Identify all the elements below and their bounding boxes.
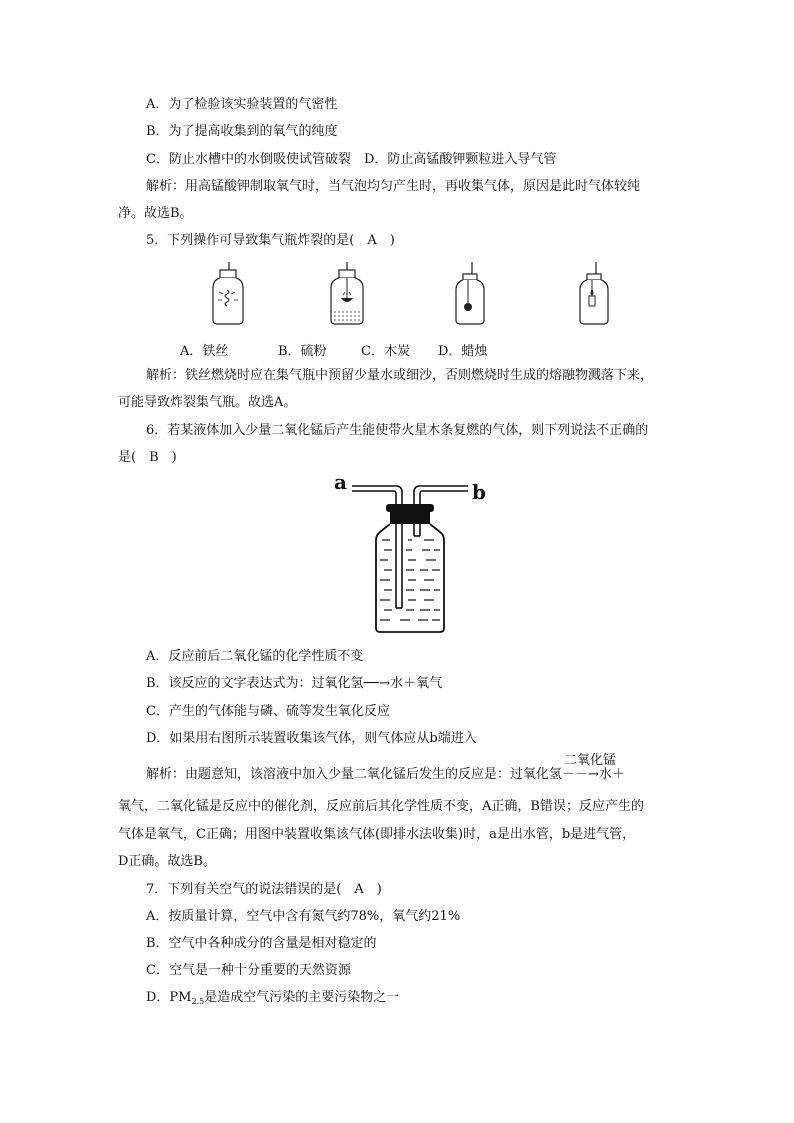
q5-figure-charcoal: [450, 262, 490, 326]
arrow-glyph: ──→: [363, 676, 391, 691]
catalyst-label: 二氧化锰: [564, 753, 617, 768]
q5-caption-d: D．蜡烛: [438, 344, 488, 359]
q6-analysis-line1: [146, 753, 625, 784]
q5-analysis-line1: 解析：铁丝燃烧时应在集气瓶中预留少量水或细沙，否则燃烧时生成的熔融物溅落下来，: [146, 368, 654, 383]
q6-option-b-pre: B．该反应的文字表达式为：过氧化氢: [146, 676, 364, 691]
q4-option-cd: C．防止水槽中的水倒吸使试管破裂 D．防止高锰酸钾颗粒进入导气管: [146, 152, 557, 167]
q6-option-b: [146, 675, 442, 693]
q6-analysis-pre: 解析：由题意知，该溶液中加入少量二氧化锰后发生的反应是：过氧化氢: [146, 767, 563, 782]
q5-stem: 5．下列操作可导致集气瓶炸裂的是( A ): [146, 233, 395, 248]
q6-stem-line2: 是( B ): [118, 450, 177, 465]
q5-caption-c: C．木炭: [361, 344, 410, 359]
q7-option-d-post: 是造成空气污染的主要污染物之一: [204, 990, 400, 1005]
q6-tube-label-a: a: [334, 470, 347, 494]
q7-option-a: A．按质量计算，空气中含有氮气约78%，氧气约21%: [146, 909, 461, 924]
q5-analysis-line2: 可能导致炸裂集气瓶。故选A。: [118, 395, 297, 410]
q6-option-c: C．产生的气体能与磷、硫等发生氧化反应: [146, 704, 390, 719]
q6-gas-bottle-figure: [350, 478, 474, 636]
q7-stem: 7．下列有关空气的说法错误的是( A ): [146, 882, 382, 897]
q6-analysis-post: 水＋: [598, 767, 625, 782]
q6-option-a: A．反应前后二氧化锰的化学性质不变: [146, 649, 364, 664]
q6-option-d: D．如果用右图所示装置收集该气体，则气体应从b端进入: [146, 731, 477, 746]
catalyst-arrow: 二氧化锰 －－→: [562, 753, 617, 782]
q7-option-d: [146, 989, 399, 1011]
q5-figure-candle: [574, 262, 614, 326]
q7-option-c: C．空气是一种十分重要的天然资源: [146, 963, 351, 978]
pm-subscript: 2.5: [191, 997, 205, 1006]
q5-figure-sulfur: [325, 262, 371, 326]
q5-caption-b: B．硫粉: [278, 344, 327, 359]
q7-option-b: B．空气中各种成分的含量是相对稳定的: [146, 936, 377, 951]
q4-analysis-line2: 净。故选B。: [118, 206, 193, 221]
q6-analysis-line4: D正确。故选B。: [118, 854, 216, 869]
q6-tube-label-b: b: [472, 480, 486, 504]
q6-analysis-line3: 气体是氧气，C正确；用图中装置收集该气体(即排水法收集)时，a是出水管，b是进气管，: [118, 827, 636, 842]
q5-figure-iron-wire: [205, 262, 251, 326]
q6-stem-line1: 6．若某液体加入少量二氧化锰后产生能使带火星木条复燃的气体，则下列说法不正确的: [146, 423, 649, 438]
q7-option-d-pre: D．PM: [146, 990, 192, 1005]
q4-analysis-line1: 解析：用高锰酸钾制取氧气时，当气泡均匀产生时，再收集气体，原因是此时气体较纯: [146, 179, 641, 194]
q4-option-b: B．为了提高收集到的氧气的纯度: [146, 124, 338, 139]
q5-caption-a: A．铁丝: [180, 344, 229, 359]
q4-option-a: A．为了检验该实验装置的气密性: [146, 97, 338, 112]
q6-analysis-line2: 氧气，二氧化锰是反应中的催化剂，反应前后其化学性质不变，A正确，B错误；反应产生的: [118, 799, 644, 814]
q6-option-b-post: 水＋氧气: [390, 676, 443, 691]
